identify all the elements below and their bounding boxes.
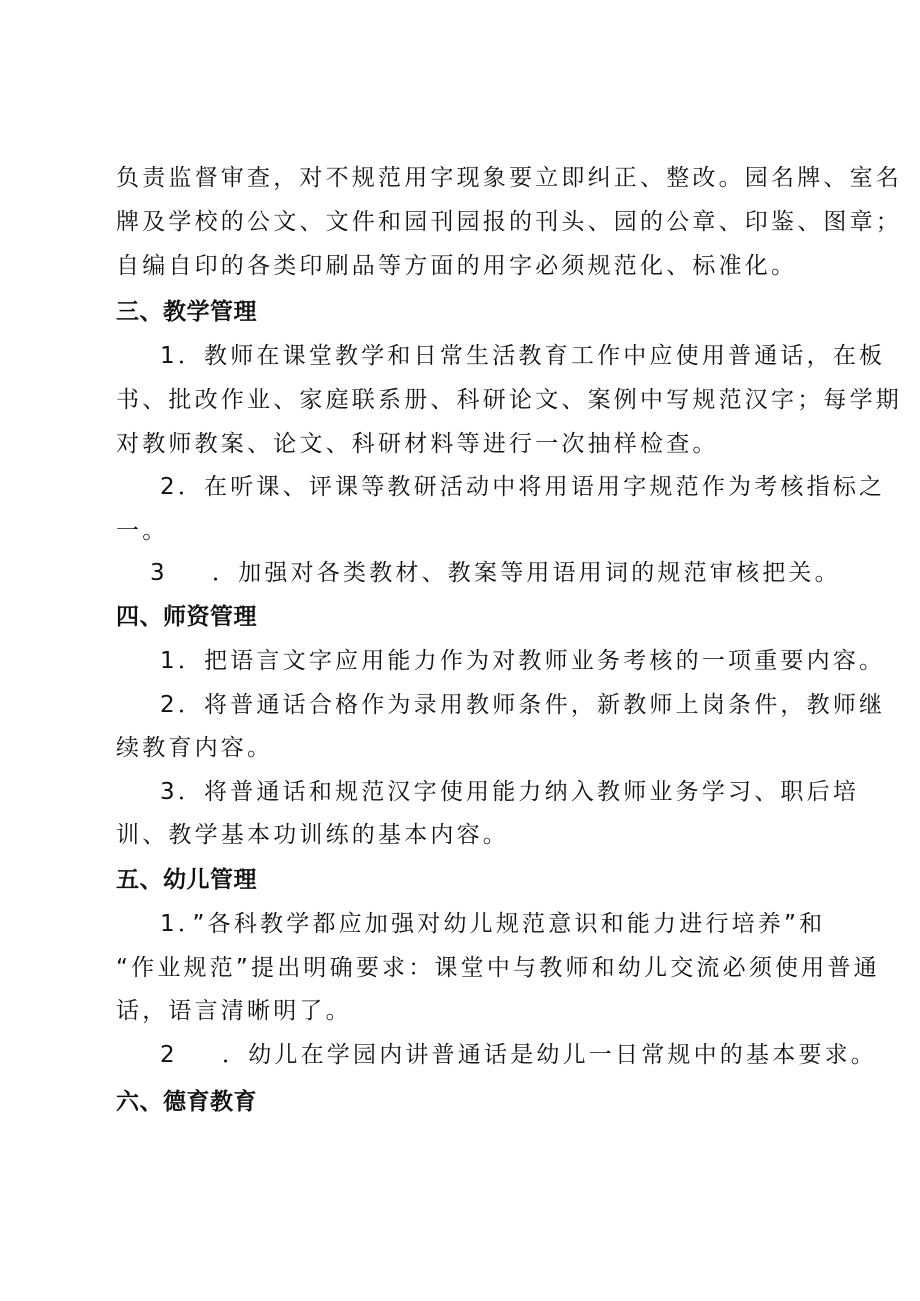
s5-item1-line-3: 话，语言清晰明了。 — [116, 998, 352, 1024]
section-6-heading: 六、德育教育 — [116, 1089, 257, 1115]
s4-item2-line-1: 2．将普通话合格作为录用教师条件，新教师上岗条件，教师继 — [160, 692, 886, 718]
s3-item3-text: ．加强对各类教材、教案等用语用词的规范审核把关。 — [212, 560, 841, 586]
s3-item3-number: 3 — [150, 560, 168, 586]
s5-item1-line-1: 1．”各科教学都应加强对幼儿规范意识和能力进行培养”和 — [160, 911, 826, 937]
intro-line-2: 牌及学校的公文、文件和园刊园报的刊头、园的公章、印鉴、图章； — [116, 209, 902, 235]
section-4-heading: 四、师资管理 — [116, 604, 257, 630]
s5-item2 — [160, 1040, 877, 1070]
s4-item1-line-1: 1．把语言文字应用能力作为对教师业务考核的一项重要内容。 — [160, 648, 886, 674]
s3-item2-line-1: 2．在听课、评课等教研活动中将用语用字规范作为考核指标之 — [160, 474, 886, 500]
s4-item3-line-2: 训、教学基本功训练的基本内容。 — [116, 822, 509, 848]
section-3-heading: 三、教学管理 — [116, 299, 257, 325]
s5-item1-line-2: “作业规范”提出明确要求：课堂中与教师和幼儿交流必须使用普通 — [116, 955, 880, 981]
s5-item2-text: ．幼儿在学园内讲普通话是幼儿一日常规中的基本要求。 — [222, 1042, 877, 1068]
s3-item1-line-3: 对教师教案、论文、科研材料等进行一次抽样检查。 — [116, 431, 719, 457]
intro-line-1: 负责监督审查，对不规范用字现象要立即纠正、整改。园名牌、室名 — [116, 165, 902, 191]
s3-item1-line-2: 书、批改作业、家庭联系册、科研论文、案例中写规范汉字；每学期 — [116, 387, 902, 413]
s4-item2-line-2: 续教育内容。 — [116, 735, 274, 761]
s3-item1-line-1: 1．教师在课堂教学和日常生活教育工作中应使用普通话，在板 — [160, 343, 886, 369]
section-5-heading: 五、幼儿管理 — [116, 867, 257, 893]
s3-item2-line-2: 一。 — [116, 518, 169, 544]
s5-item2-number: 2 — [160, 1042, 178, 1068]
s3-item3 — [150, 558, 841, 588]
s4-item3-line-1: 3．将普通话和规范汉字使用能力纳入教师业务学习、职后培 — [160, 779, 860, 805]
intro-line-3: 自编自印的各类印刷品等方面的用字必须规范化、标准化。 — [116, 253, 798, 279]
